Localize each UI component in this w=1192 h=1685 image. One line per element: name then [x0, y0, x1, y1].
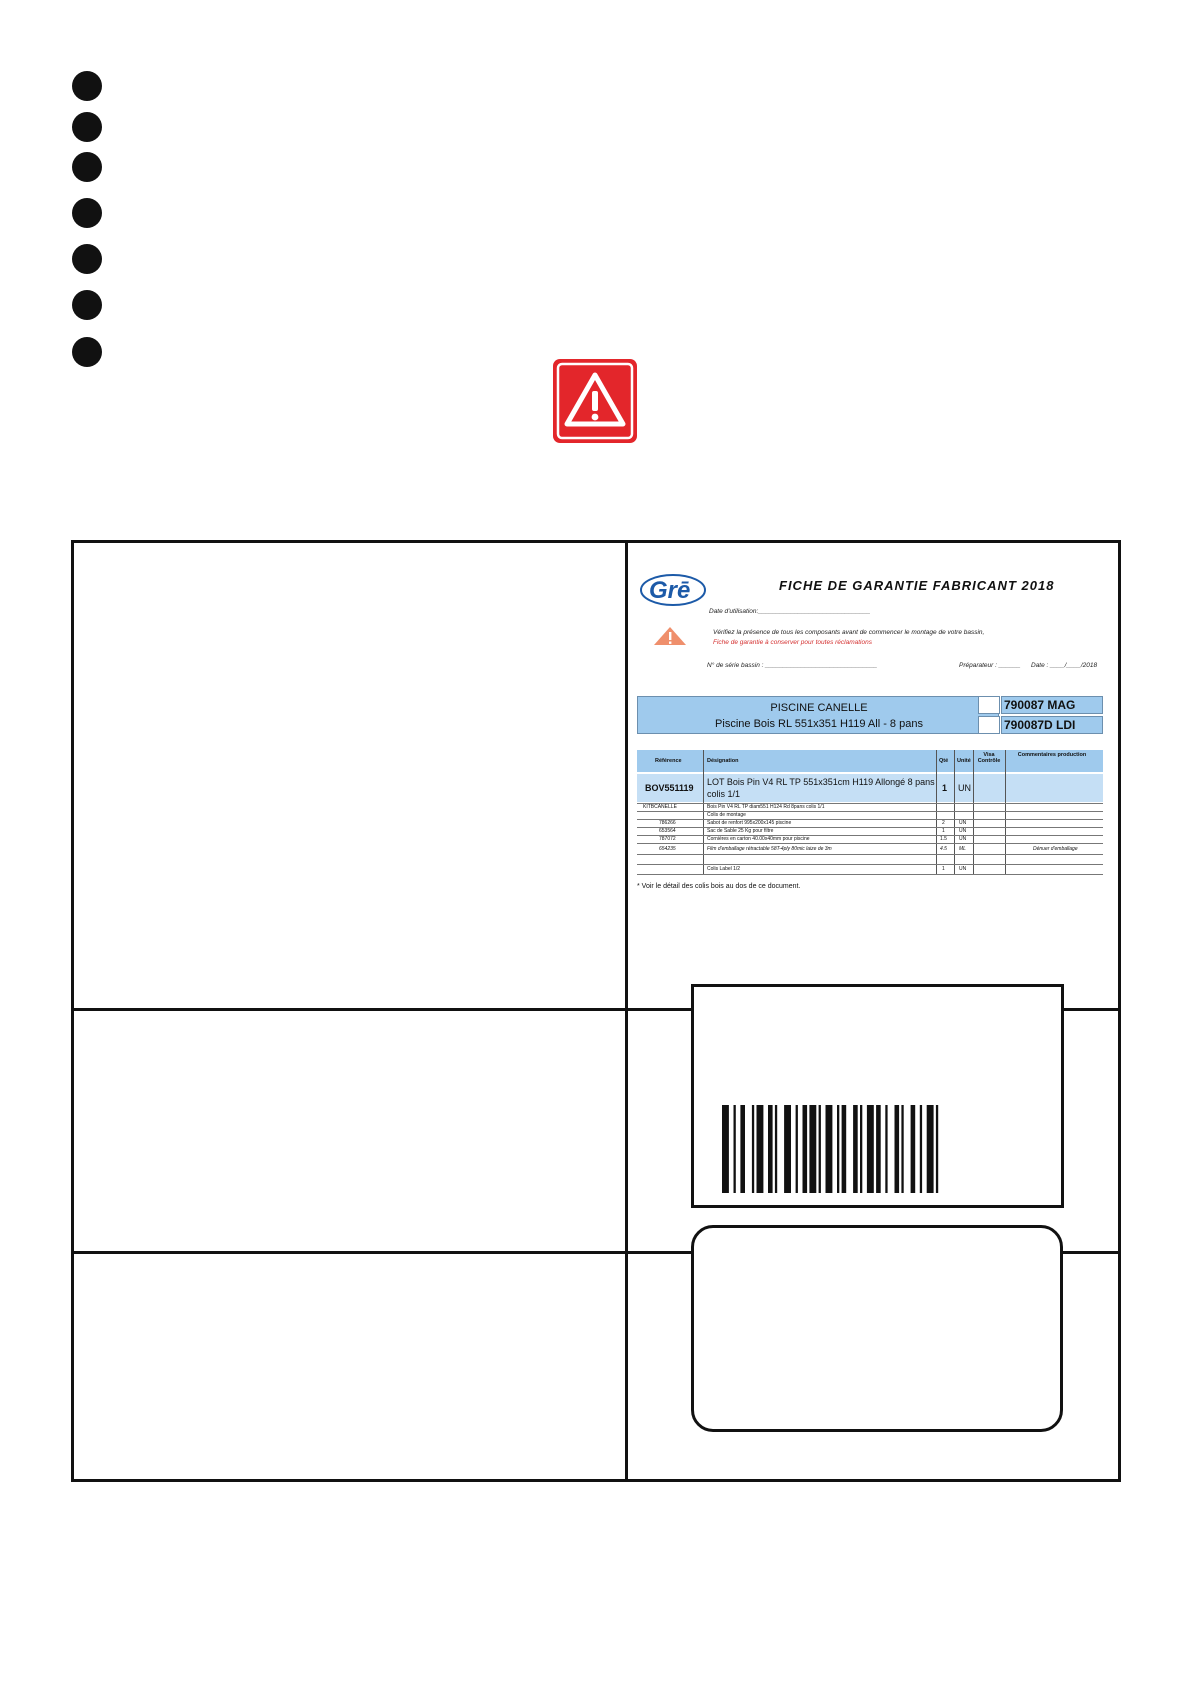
row-designation: Colis Label 1/2 [707, 866, 741, 872]
row-designation: Film d'emballage rétractable 58T-4ply 80mic laize de 3m [707, 846, 832, 852]
grid-col-3 [954, 750, 955, 874]
row-ref: KITBCANELLE [643, 804, 677, 810]
blank-label [691, 1225, 1063, 1432]
code2-check [978, 716, 1000, 734]
product-name: PISCINE CANELLE [770, 702, 868, 714]
main-ref: BOV551119 [645, 783, 694, 793]
main-unit: UN [958, 783, 971, 793]
grid-col-2 [936, 750, 937, 874]
bullet-dot-4 [72, 198, 102, 228]
row-designation: Bois Pin V4 RL TP diam551 H124 Rd 8pans colis 1/1 [707, 804, 825, 810]
main-qty: 1 [942, 783, 948, 793]
bullet-dot-5 [72, 244, 102, 274]
row-qty: 1 [942, 828, 945, 834]
date-utilisation: Date d'utilisation:_______________________________ [709, 608, 871, 615]
header-designation: Désignation [707, 758, 739, 764]
barcode-label [691, 984, 1064, 1208]
row-ref: 787072 [659, 836, 676, 842]
code2: 790087D LDI [1001, 716, 1103, 734]
row-qty: 4.5 [940, 846, 947, 852]
bullet-dot-2 [72, 112, 102, 142]
header-unit: Unité [957, 758, 971, 764]
grid-col-4 [973, 750, 974, 874]
keep-line: Fiche de garantie à conserver pour toutes réclamations [713, 639, 872, 646]
sheet-warning-icon [653, 626, 687, 646]
row-ref: 654235 [659, 846, 676, 852]
grid-col-1 [703, 750, 704, 874]
row-unit: UN [959, 820, 967, 826]
frame-divider-vertical [625, 543, 628, 1479]
footnote: * Voir le détail des colis bois au dos de ce document. [637, 883, 801, 890]
grid-row-line [637, 874, 1103, 875]
row-qty: 1 [942, 866, 945, 872]
row-qty: 2 [942, 820, 945, 826]
code1: 790087 MAG [1001, 696, 1103, 714]
barcode-icon [722, 1105, 986, 1193]
row-designation: Sac de Sable 25 Kg pour filtre [707, 828, 774, 834]
warranty-sheet [637, 566, 1103, 896]
grid-col-5 [1005, 750, 1006, 874]
warning-triangle-icon [552, 358, 638, 444]
bullet-dot-7 [72, 337, 102, 367]
row-ref: 653564 [659, 828, 676, 834]
header-qty: Qté [939, 758, 949, 764]
product-band [637, 696, 999, 734]
date-label: Date : ____/____/2018 [1031, 662, 1098, 669]
serial-label: N° de série bassin : _______________________________ [707, 662, 878, 669]
row-designation: Cornières en carton 40.00x40mm pour piscine [707, 836, 810, 842]
bullet-dot-3 [72, 152, 102, 182]
row-unit: UN [959, 836, 967, 842]
row-comment: Dénuer d'emballage [1033, 846, 1078, 852]
row-qty: 1.5 [940, 836, 947, 842]
row-unit: ML [959, 846, 966, 852]
preparer-label: Préparateur : ______ [959, 662, 1021, 669]
code1-check [978, 696, 1000, 714]
row-designation: Sabot de renfort 995x200x145 piscine [707, 820, 792, 826]
header-comments: Commentaires production [1017, 752, 1087, 758]
row-unit: UN [959, 828, 967, 834]
grid-row-line [637, 864, 1103, 865]
grid-row-line [637, 854, 1103, 855]
row-designation: Colis de montage [707, 812, 746, 818]
bullet-dot-6 [72, 290, 102, 320]
info-frame [71, 540, 1121, 1482]
verify-line: Vérifiez la présence de tous les composants avant de commencer le montage de votre bassin, [713, 629, 985, 636]
main-designation: LOT Bois Pin V4 RL TP 551x351cm H119 Allongé 8 pans colis 1/1 [707, 777, 935, 799]
gre-logo: Grē [649, 577, 691, 604]
product-desc: Piscine Bois RL 551x351 H119 All - 8 pans [715, 718, 923, 730]
header-visa: Visa Contrôle [977, 752, 1001, 764]
row-ref: 786266 [659, 820, 676, 826]
bullet-dot-1 [72, 71, 102, 101]
grid-row-line [637, 843, 1103, 844]
header-reference: Référence [655, 758, 682, 764]
sheet-title: FICHE DE GARANTIE FABRICANT 2018 [779, 578, 1055, 593]
row-unit: UN [959, 866, 967, 872]
